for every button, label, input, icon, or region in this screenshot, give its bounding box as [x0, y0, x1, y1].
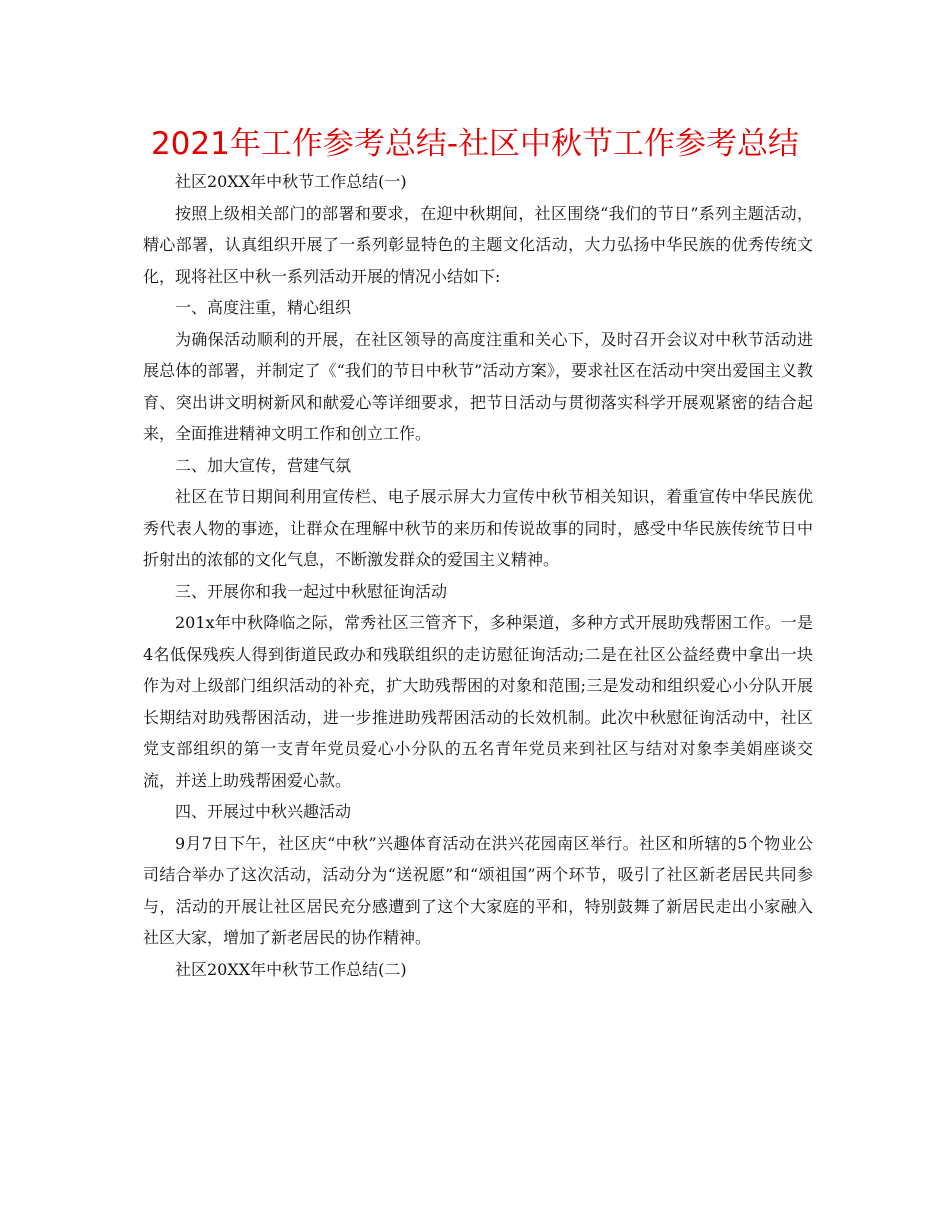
body-paragraph: 9月7日下午，社区庆“中秋”兴趣体育活动在洪兴花园南区举行。社区和所辖的5个物业公司结合举办了这次活动，活动分为“送祝愿”和“颂祖国”两个环节，吸引了社区新老居民共同参与，活动的开展让社区居民充分感遭到了这个大家庭的平和，特别鼓舞了新居民走出小家融入社区大家，增加了新老居民的协作精神。 [143, 833, 813, 947]
section-heading: 社区20XX年中秋节工作总结(二) [175, 959, 407, 979]
body-paragraph: 社区在节日期间利用宣传栏、电子展示屏大力宣传中秋节相关知识，着重宣传中华民族优秀代表人物的事迹，让群众在理解中秋节的来历和传说故事的同时，感受中华民族传统节日中折射出的浓郁的文化气息，不断激发群众的爱国主义精神。 [143, 487, 813, 569]
document-title: 2021年工作参考总结-社区中秋节工作参考总结 [150, 126, 800, 162]
section-heading: 四、开展过中秋兴趣活动 [175, 802, 352, 821]
section-heading: 三、开展你和我一起过中秋慰征询活动 [175, 581, 448, 601]
body-paragraph: 按照上级相关部门的部署和要求，在迎中秋期间，社区围绕“我们的节日”系列主题活动，精心部署，认真组织开展了一系列彰显特色的主题文化活动，大力弘扬中华民族的优秀传统文化，现将社区中秋一系列活动开展的情况小结如下: [143, 203, 813, 286]
body-paragraph: 201x年中秋降临之际，常秀社区三管齐下，多种渠道，多种方式开展助残帮困工作。一是4名低保残疾人得到街道民政办和残联组织的走访慰征询活动;二是在社区公益经费中拿出一块作为对上级部门组织活动的补充，扩大助残帮困的对象和范围;三是发动和组织爱心小分队开展长期结对助残帮困活动，进一步推进助残帮困活动的长效机制。此次中秋慰征询活动中，社区党支部组织的第一支青年党员爱心小分队的五名青年党员来到社区与结对对象李美娟座谈交流，并送上助残帮困爱心款。 [143, 613, 813, 790]
document-body [143, 166, 813, 985]
body-paragraph: 为确保活动顺利的开展，在社区领导的高度注重和关心下，及时召开会议对中秋节活动进展总体的部署，并制定了《“我们的节日中秋节”活动方案》，要求社区在活动中突出爱国主义教育、突出讲文明树新风和献爱心等详细要求，把节日活动与贯彻落实科学开展观紧密的结合起来，全面推进精神文明工作和创立工作。 [143, 329, 813, 443]
section-heading: 社区20XX年中秋节工作总结(一) [175, 172, 407, 191]
section-heading: 一、高度注重，精心组织 [175, 298, 352, 317]
section-heading: 二、加大宣传，营建气氛 [175, 455, 352, 475]
